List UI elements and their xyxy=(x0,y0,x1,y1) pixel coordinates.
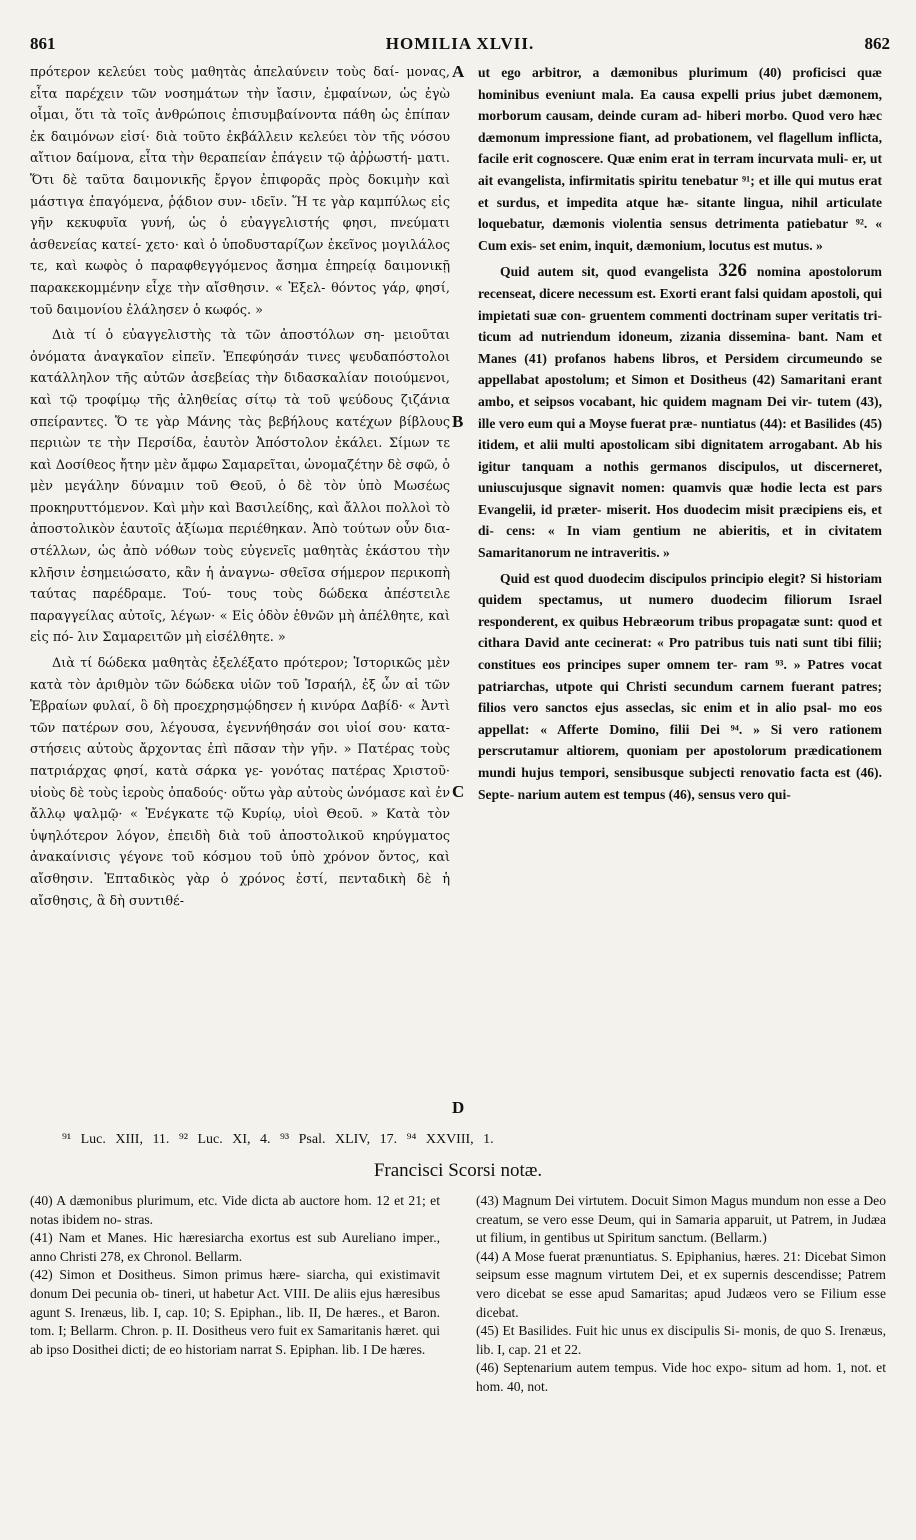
note: (43) Magnum Dei virtutem. Docuit Simon Magus mundum non esse a Deo creatum, se vero esse Deum, qui in Samaria apparuit, ut Patrem, in Judæa ut filium, in gentibus ut Spiritum sanctum. (Bellarm.) xyxy=(476,1193,886,1246)
latin-text: nomina apostolorum recenseat, dicere necessum est. Exorti erant falsi quidam apostoli, qui impietati suæ con- gruentem commenti doctrinam super veritatis tri- ticum ad nutriendum idoneum, zizania dissemina- bant. Nam et Manes (41) profanos habens libros, et Persidem circumeundo se appellabat apostolum; et Simon et Dositheus (42) Samaritani erant ambo, et seipsos vocabant, hic quidem magnam Dei vir- tutem (43), ille vero eum qui a Moyse fuerat præ- nuntiatus (44): et Basilides (45) itidem, et alii multi apostolicam sibi dignitatem arrogabant. Ab his igitur tanquam a nothis germanos discipulos, ut discerneret, uniuscujusque signavit nomen: quamvis quæ hodie lecta est pars Evangelii, id præter- miserit. Hos duodecim misit præcipiens eis, et di- cens: « In viam gentium ne abieritis, et in civitatem Samaritanorum ne intraveritis. » xyxy=(478,264,882,561)
section-marker-b: B xyxy=(452,412,464,431)
latin-text: Quid autem sit, quod evangelista xyxy=(500,264,709,280)
section-marker-d: D xyxy=(452,1098,465,1117)
note: (46) Septenarium autem tempus. Vide hoc expo- situm ad hom. 1, not. et hom. 40, not. xyxy=(476,1360,886,1394)
note: (44) A Mose fuerat prænuntiatus. S. Epiphanius, hæres. 21: Dicebat Simon seipsum esse magnum virtutem Dei, et ex supernis descendisse; Patrem vero dicebat se esse apud Samaritas; apud Judæos vero se Filium esse dicebat. xyxy=(476,1248,886,1320)
latin-paragraph: Quid est quod duodecim discipulos principio elegit? Si historiam quidem spectamus, ut numero duodecim filiorum Israel responderent, ex quibus Hebræorum tribus propagatæ sunt: quod et cithara David ante cecinerat: « Pro patribus tuis nati sunt tibi filii; constitues eos principes super omnem ter- ram ⁹³. » Patres vocat patriarchas, utpote qui Christi secundum carnem fuerant patres; filios vero sanctos ejus asseclas, sic enim et in alio psal- mo eos appellat: « Afferte Domino, filii Dei ⁹⁴. » Si vero rationem perscrutamur altiorem, quoniam per apostolorum prædicationem mundi hujus tempori, sensibusque subjecti renovatio facta est (46). Septe- narium autem est tempus (46), sensus vero qui- xyxy=(478,570,882,802)
notes-right-column xyxy=(476,1192,886,1397)
greek-column xyxy=(30,62,450,912)
note: (45) Et Basilides. Fuit hic unus ex discipulis Si- monis, de quo S. Irenæus, lib. I, cap. 21 et 22. xyxy=(476,1323,886,1357)
left-page-number: 861 xyxy=(30,34,56,53)
notes-heading: Francisci Scorsi notæ. xyxy=(373,1160,543,1181)
notes-left-column xyxy=(30,1192,440,1359)
column-number: 326 xyxy=(718,260,747,282)
latin-column xyxy=(478,62,882,805)
note: (42) Simon et Dositheus. Simon primus hære- siarcha, qui existimavit donum Dei pecunia ob- tineri, ut habetur Act. VIII. De aliis ejus hæresibus agunt S. Irenæus, lib. I, cap. 10; S. Epiphan., lib. II, De hæres., et Baron. tom. I; Bellarm. Chron. p. II. Dositheus vero fuit ex Samaritanis hæret. qui ab ipso Dosithei dicti; de eo historiam narrat S. Epiphan. lib. I De hæres. xyxy=(30,1267,440,1357)
greek-paragraph: πρότερον κελεύει τοὺς μαθητὰς ἀπελαύνειν τοὺς δαί- μονας, εἶτα παρέχειν τῶν νοσημάτων τὴν ἴασιν, ἐμφαίνων, ὡς ἐγὼ οἶμαι, ὅτι τὰ τοῖς ἀνθρώποις ἐπισυμβαίνοντα πάθη ὡς ἐπίπαν ἐκ δαιμόνων εἰσί· διὰ τοῦτο ἐκβάλλειν κελεύει τὸν τῆς νόσου αἴτιον δαίμονα, εἶτα τὴν θεραπείαν ἐπάγειν τῷ ἀῤῥωστή- ματι. Ὅτι δὲ ταῦτα δαιμονικῆς ἔργον ἐπιφορᾶς πρὸς δοκιμὴν καὶ μάστιγα ἐπαγόμενα, ῥᾴδιον συν- ιδεῖν. Ἥ τε γὰρ καμπύλως εἰς γῆν κεκυφυῖα γυνή, ὡς ὁ εὐαγγελιστής φησι, πνεύματι ἀσθενείας κατεί- χετο· καὶ ὁ ὑποδυσταρίζων ἐκεῖνος μογιλάλος τε, καὶ κωφὸς ὁ παραφθεγγόμενος ἄσημα ἐπηρείᾳ δαιμονικῇ παρακεκομμένην εἶχε τὴν αἴσθησιν. « Ἐξελ- θόντος γάρ, φησί, τοῦ δαιμονίου ἐλάλησεν ὁ κωφός. » xyxy=(30,65,450,318)
section-marker-a: A xyxy=(452,62,465,81)
note: (40) A dæmonibus plurimum, etc. Vide dicta ab auctore hom. 12 et 21; et notas ibidem no- stras. xyxy=(30,1193,440,1227)
note: (41) Nam et Manes. Hic hæresiarcha exortus est sub Aureliano imper., anno Christi 278, ex Chronol. Bellarm. xyxy=(30,1230,440,1264)
greek-paragraph: Διὰ τί ὁ εὐαγγελιστὴς τὰ τῶν ἀποστόλων ση- μειοῦται ὀνόματα ἀναγκαῖον εἰπεῖν. Ἐπεφύησάν τινες ψευδαπόστολοι κατάλληλον τῆς αὐτῶν ἀσεβείας τὴν διδασκαλίαν ποιούμενοι, καὶ τῷ τροφίμῳ τῆς ἀληθείας σίτῳ τὰ τοῦ ψεύδους ζιζάνια σπείραντες. Ὅ τε γὰρ Μάνης τὰς βεβήλους κατέχων βίβλους περιιὼν τε τὴν Περσίδα, ἑαυτὸν Ἀπόστολον ἐκάλει. Σίμων τε καὶ Δοσίθεος ἤτην μὲν ἄμφω Σαμαρεῖται, ὠνομαζέτην δὲ σφῶ, ὁ μὲν μεγάλην δύναμιν τοῦ Θεοῦ, ὁ δὲ τὸν ὑπὸ Μωσέως προκηρυττόμενον. Καὶ μὴν καὶ Βασιλείδης, καὶ ἄλλοι πολλοὶ τὸ ἀποστολικὸν ἑαυτοῖς ἀξίωμα περιέθηκαν. Ἀπὸ τούτων οὖν δια- στέλλων, ὡς ἀπὸ νόθων τοὺς εὐγενεῖς μαθητὰς ἑκάστου τὴν κλῆσιν ἐσημειώσατο, κἂν ἡ ἀναγνω- σθεῖσα σήμερον περικοπὴ ταύτας παρέδραμε. Τού- τους τοὺς δώδεκα ἀπέστειλε παραγγείλας αὐτοῖς, λέγων· « Εἰς ὁδὸν ἐθνῶν μὴ ἀπέλθητε, καὶ εἰς πό- λιν Σαμαρειτῶν μὴ εἰσέλθητε. » xyxy=(30,328,450,646)
section-marker-c: C xyxy=(452,782,465,801)
latin-paragraph-with-number xyxy=(478,260,882,563)
page-title: HOMILIA XLVII. xyxy=(385,34,535,53)
latin-paragraph: ut ego arbitror, a dæmonibus plurimum (40) proficisci quæ hominibus eveniunt mala. Ea causa expelli prius jubet dæmonem, morborum causam, deinde curam ad- hiberi morbo. Quod vero hæc dæmonum impressione fiant, ad probationem, vel flagellum inflicta, facile erit cognoscere. Quæ enim erat in terram incurvata muli- er, ut ait evangelista, infirmitatis spiritu tenebatur ⁹¹; et ille qui mutus erat et surdus, et impedita atque hæ- sitante lingua, nihil articulate loquebatur, dæmonis violentia sensus detrimenta patiebatur ⁹². « Cum exis- set enim, inquit, dæmonium, locutus est mutus. » xyxy=(478,65,882,253)
right-page-number: 862 xyxy=(864,34,890,53)
scripture-references: ⁹¹ Luc. XIII, 11. ⁹² Luc. XI, 4. ⁹³ Psal. XLIV, 17. ⁹⁴ XXVIII, 1. xyxy=(62,1132,494,1147)
running-head xyxy=(30,34,890,54)
greek-paragraph: Διὰ τί δώδεκα μαθητὰς ἐξελέξατο πρότερον; Ἱστορικῶς μὲν κατὰ τὸν ἀριθμὸν τῶν δώδεκα υἱῶν τοῦ Ἰσραήλ, ἐξ ὧν αἱ τῶν Ἑβραίων φυλαί, ὃ δὴ προεχρησμῴδησεν ἡ κινύρα Δαβίδ· « Ἀντὶ τῶν πατέρων σου, λέγουσα, ἐγεννήθησάν σοι υἱοί σου· κατα- στήσεις αὐτοὺς ἄρχοντας ἐπὶ πᾶσαν τὴν γῆν. » Πατέρας τοὺς πατριάρχας φησί, κατὰ σάρκα γε- γονότας πατέρας Χριστοῦ· υἱοὺς δὲ τοὺς ἱεροὺς ὀπαδούς· οὕτω γὰρ αὐτοὺς ὠνόμασε καὶ ἐν ἄλλῳ ψαλμῷ· « Ἐνέγκατε τῷ Κυρίῳ, υἱοὶ Θεοῦ. » Κατὰ τὸν ὑψηλότερον λόγον, ἐπειδὴ διὰ τοῦ ἀποστολικοῦ κηρύγματος ἀνακαίνισις γέγονε τοῦ κόσμου τοῦ ὑπὸ χρόνον ὄντος, καὶ αἴσθησιν. Ἑπταδικὸς γὰρ ὁ χρόνος ἐστί, πενταδικὴ δὲ ἡ αἴσθησις, ἃ δὴ συντιθέ- xyxy=(30,656,450,909)
